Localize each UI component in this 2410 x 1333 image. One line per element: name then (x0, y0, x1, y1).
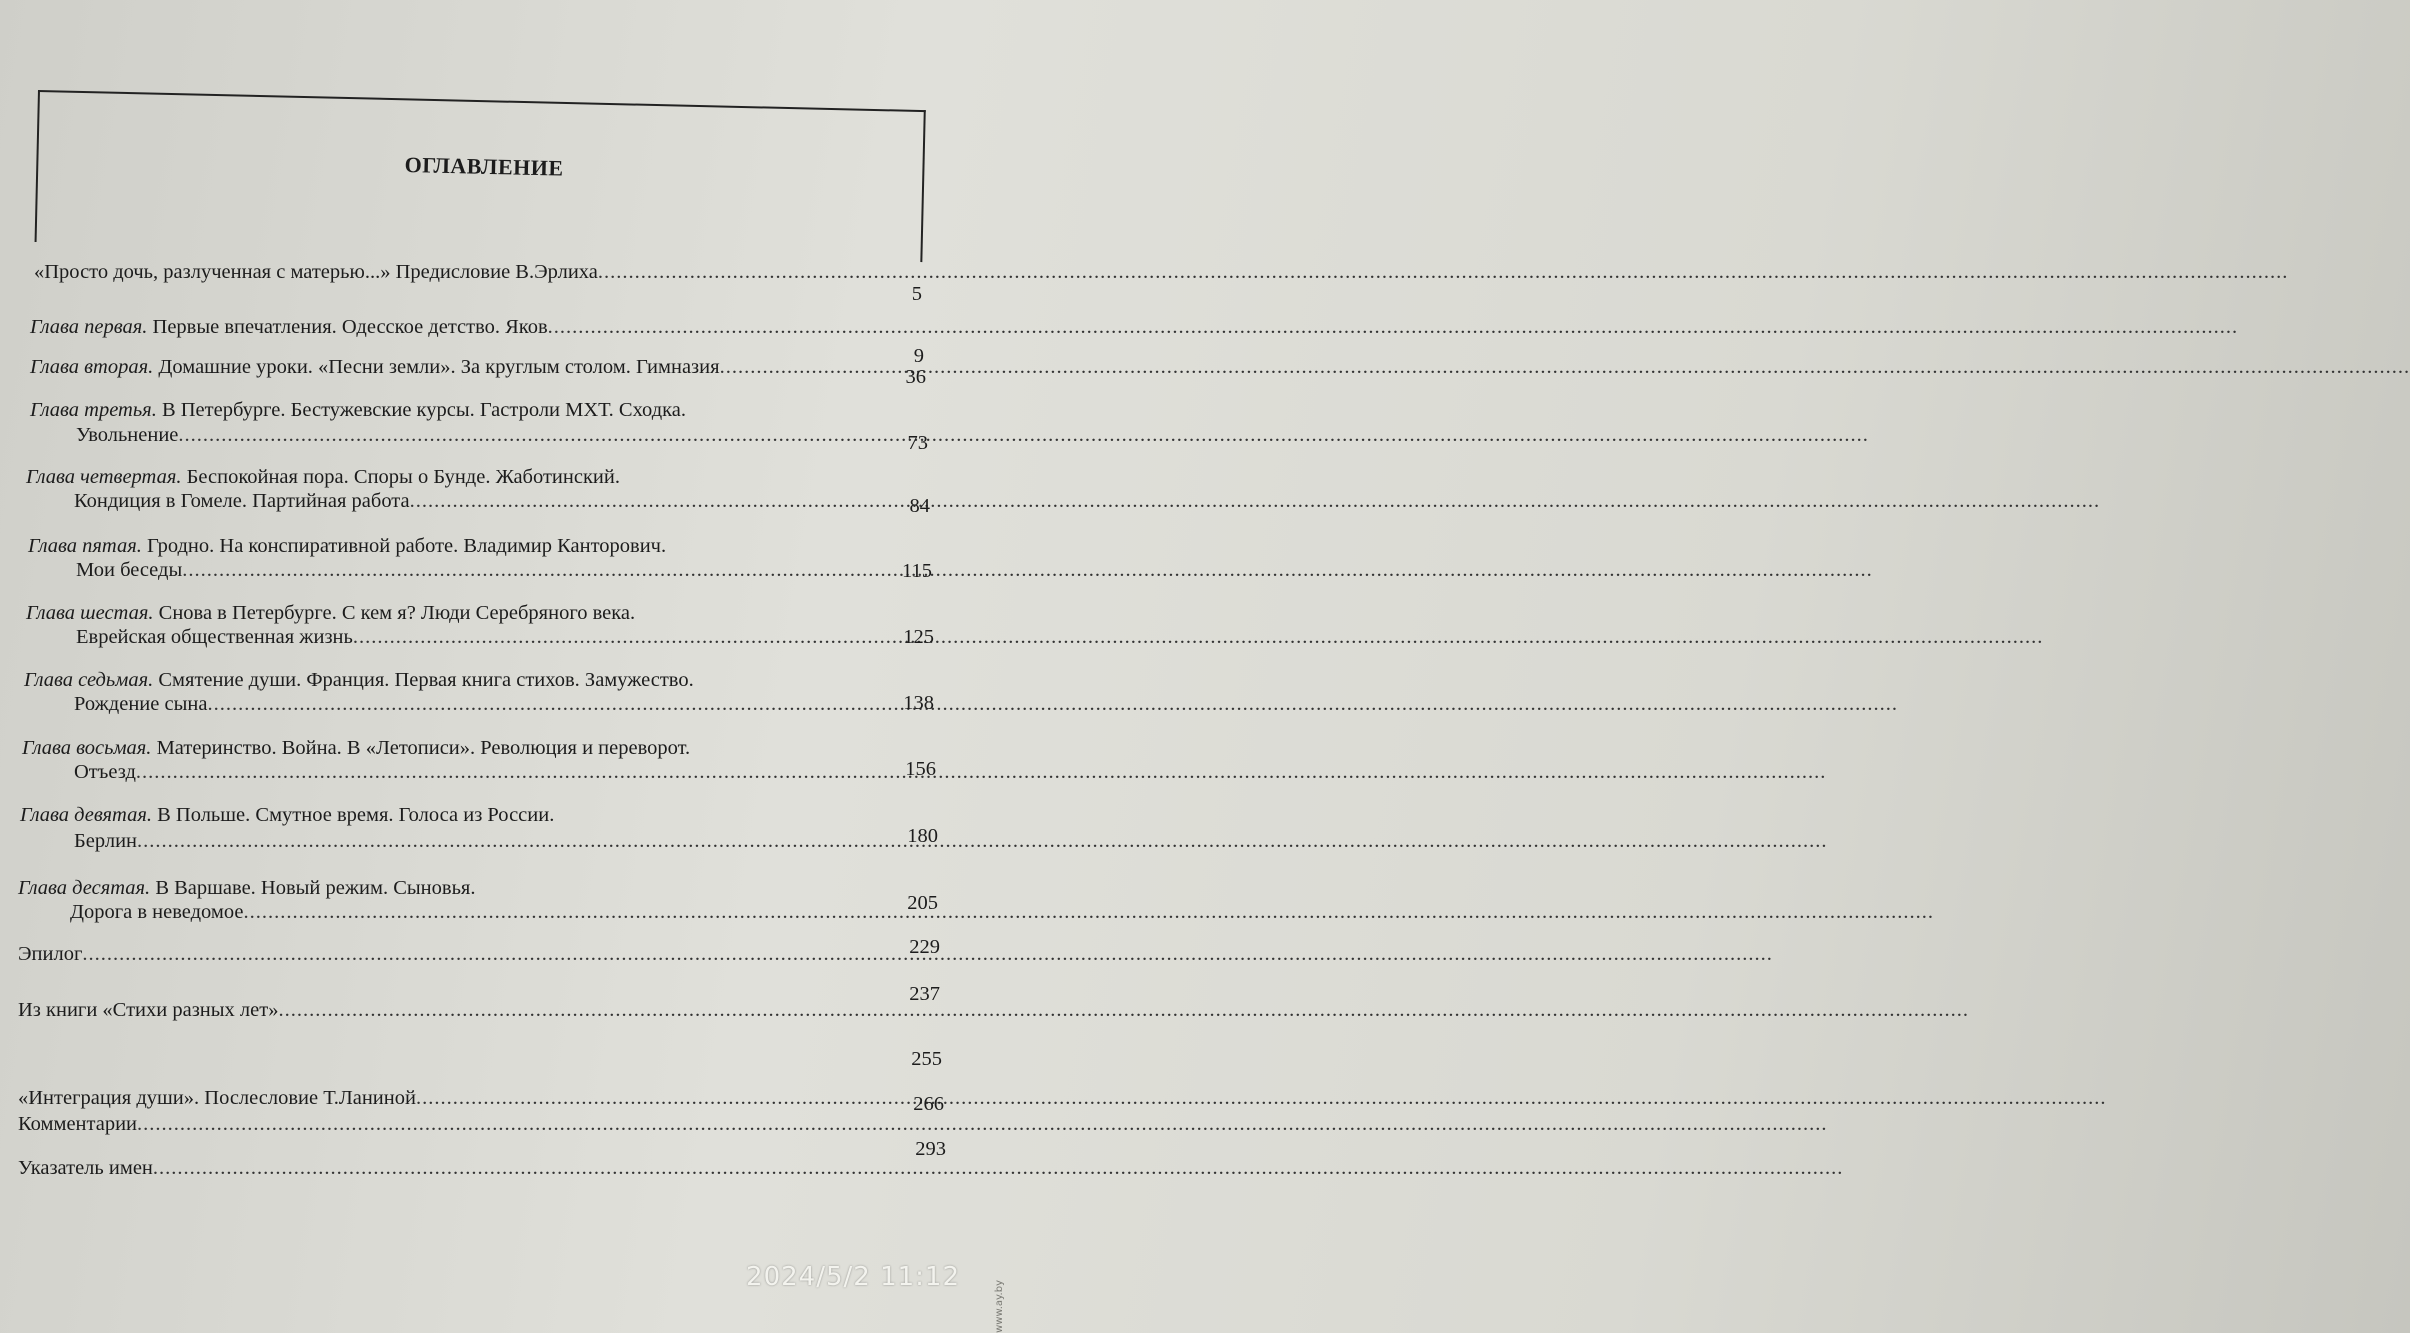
page-number: 5 (911, 283, 922, 305)
page-number: 229 (909, 936, 940, 958)
dot-leader (548, 317, 558, 338)
entry-title: Смятение души. Франция. Первая книга стихов. Замужество. (158, 669, 694, 691)
entry-title: Эпилог (18, 943, 83, 965)
dot-leader (178, 425, 188, 446)
dot-leader (598, 262, 608, 283)
toc-entry-line (34, 262, 608, 283)
page-number: 293 (915, 1138, 946, 1160)
toc-entry-line (18, 878, 476, 899)
page-number: 156 (905, 758, 936, 780)
toc-entry-line (26, 603, 635, 624)
page-number: 125 (903, 626, 934, 648)
entry-title-continued: Кондиция в Гомеле. Партийная работа (74, 490, 410, 512)
page-number: 36 (905, 366, 926, 388)
toc-entry-line (18, 1000, 288, 1021)
entry-title: Комментарии (18, 1113, 138, 1135)
toc-entry-line (26, 467, 620, 488)
page-number: 84 (909, 495, 930, 517)
toc-entry-continuation (70, 902, 254, 923)
dot-leader (136, 762, 146, 783)
chapter-number: Глава девятая. (20, 804, 158, 826)
entry-title: Из книги «Стихи разных лет» (18, 999, 279, 1021)
toc-entry-line (24, 670, 694, 691)
chapter-number: Глава седьмая. (24, 669, 159, 691)
toc-entry-continuation (74, 694, 217, 715)
dot-leader (153, 1158, 163, 1179)
chapter-number: Глава восьмая. (22, 737, 157, 759)
entry-title: Материнство. Война. В «Летописи». Революция и переворот. (156, 737, 691, 759)
page-number: 237 (909, 983, 940, 1005)
page-number: 9 (913, 345, 924, 367)
toc-entry-line (18, 1088, 426, 1109)
entry-title: Беспокойная пора. Споры о Бунде. Жаботинский. (186, 466, 620, 488)
entry-title: Первые впечатления. Одесское детство. Яков (152, 316, 548, 338)
page-number: 205 (907, 892, 938, 914)
entry-title: В Польше. Смутное время. Голоса из России. (157, 804, 555, 826)
page-number: 73 (907, 432, 928, 454)
toc-entry-continuation (74, 831, 147, 852)
chapter-number: Глава четвертая. (26, 466, 187, 488)
toc-entry-line (18, 1158, 163, 1179)
chapter-number: Глава третья. (30, 399, 162, 421)
dot-leader (137, 831, 147, 852)
dot-leader (416, 1088, 426, 1109)
dot-leader (82, 944, 92, 965)
toc-entry-line (30, 357, 730, 378)
entry-title: Указатель имен (18, 1157, 153, 1179)
toc-entry-line (18, 944, 92, 965)
chapter-number: Глава первая. (30, 316, 153, 338)
chapter-number: Глава десятая. (18, 877, 156, 899)
entry-title-continued: Увольнение (76, 424, 179, 446)
dot-leader (410, 491, 420, 512)
entry-title: Снова в Петербурге. С кем я? Люди Серебряного века. (158, 602, 636, 624)
toc-entry-line (18, 1114, 147, 1135)
dot-leader (137, 1114, 147, 1135)
chapter-number: Глава шестая. (26, 602, 159, 624)
toc-entry-line (30, 317, 558, 338)
toc-entry-continuation (76, 425, 188, 446)
entry-title-continued: Мои беседы (76, 559, 183, 581)
toc-entry-continuation (74, 491, 420, 512)
toc-entry-line (20, 805, 554, 826)
entry-title: «Просто дочь, разлученная с матерью...» Предисловие В.Эрлиха (34, 261, 598, 283)
dot-leader (207, 694, 217, 715)
dot-leader (353, 627, 363, 648)
watermark: www.ay.by (994, 1280, 1005, 1333)
entry-title: В Петербурге. Бестужевские курсы. Гастроли МХТ. Сходка. (161, 399, 687, 421)
toc-entry-line (30, 400, 686, 421)
toc-entry-line (28, 536, 666, 557)
entry-title-continued: Отъезд (74, 761, 136, 783)
entry-title: Гродно. На конспиративной работе. Владимир Канторович. (147, 535, 667, 557)
entry-title-continued: Еврейская общественная жизнь (76, 626, 353, 648)
page-number: 180 (907, 825, 938, 847)
dot-leader (720, 357, 730, 378)
page-title: ОГЛАВЛЕНИЕ (404, 152, 564, 181)
chapter-number: Глава пятая. (28, 535, 148, 557)
entry-title-continued: Дорога в неведомое (70, 901, 244, 923)
toc-entry-continuation (76, 560, 192, 581)
dot-leader (244, 902, 254, 923)
chapter-number: Глава вторая. (30, 356, 159, 378)
entry-title-continued: Берлин (74, 830, 138, 852)
entry-title: В Варшаве. Новый режим. Сыновья. (155, 877, 476, 899)
page-number: 138 (903, 692, 934, 714)
page-number: 266 (913, 1093, 944, 1115)
page-number: 115 (902, 560, 932, 582)
toc-entry-line (22, 738, 690, 759)
photo-timestamp: 2024/5/2 11:12 (746, 1262, 960, 1292)
book-page (0, 0, 1005, 1333)
entry-title: «Интеграция души». Послесловие Т.Ланиной (18, 1087, 416, 1109)
toc-entry-continuation (76, 627, 363, 648)
page-number: 255 (911, 1048, 942, 1070)
dot-leader (182, 560, 192, 581)
toc-entry-continuation (74, 762, 146, 783)
table-of-contents (0, 0, 1000, 1333)
entry-title-continued: Рождение сына (74, 693, 208, 715)
dot-leader (278, 1000, 288, 1021)
entry-title: Домашние уроки. «Песни земли». За круглым столом. Гимназия (158, 356, 720, 378)
